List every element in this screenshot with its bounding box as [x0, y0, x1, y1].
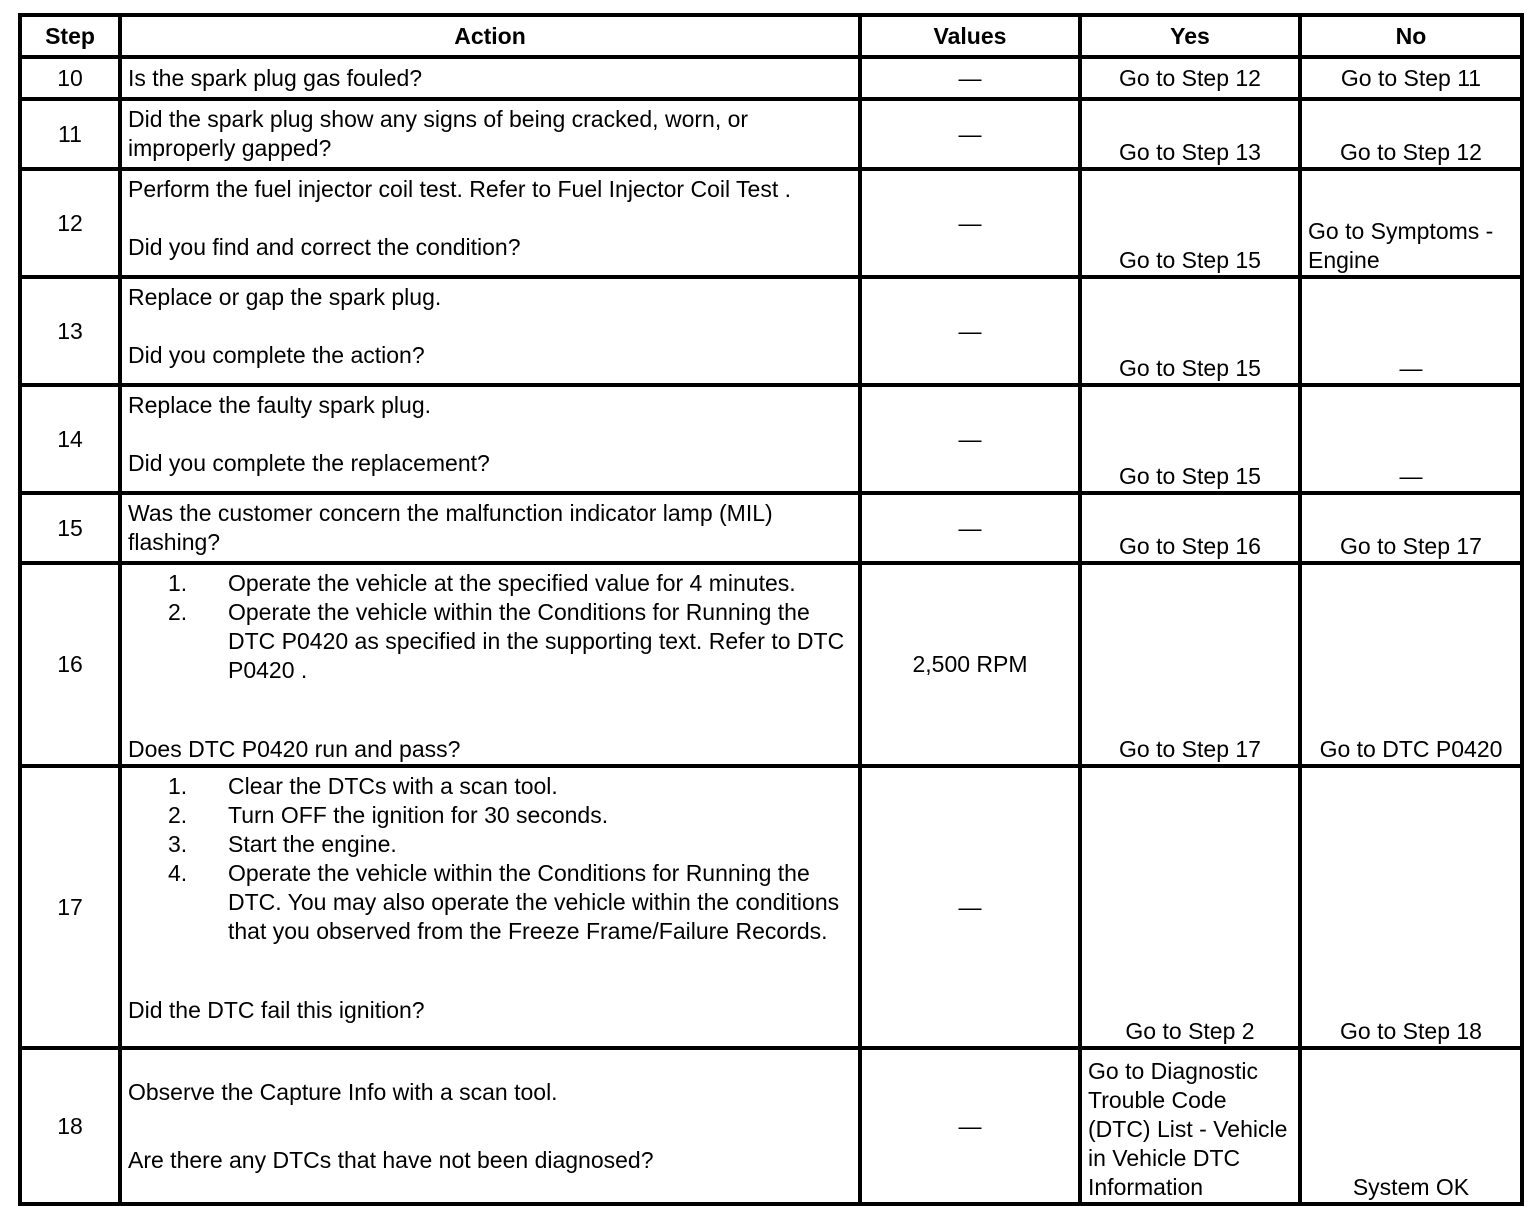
list-number: 1. — [168, 570, 188, 596]
table-row — [20, 169, 1522, 277]
list-number: 4. — [168, 860, 188, 886]
no-cell: — — [1300, 277, 1522, 385]
no-cell: Go to Step 18 — [1300, 766, 1522, 1048]
yes-cell: Go to Step 17 — [1080, 563, 1300, 766]
header-step: Step — [20, 15, 120, 57]
table-row — [20, 493, 1522, 563]
action-line: Observe the Capture Info with a scan tool. — [128, 1078, 558, 1105]
action-text — [120, 766, 860, 1048]
yes-cell: Go to Step 15 — [1080, 277, 1300, 385]
yes-cell: Go to Step 12 — [1080, 57, 1300, 99]
action-question: Did you find and correct the condition? — [128, 234, 521, 260]
list-text: Clear the DTCs with a scan tool. — [228, 773, 558, 799]
action-line: Replace or gap the spark plug. — [128, 284, 442, 310]
no-cell: Go to Step 11 — [1300, 57, 1522, 99]
list-number: 1. — [168, 773, 188, 799]
values-cell: — — [860, 99, 1080, 169]
no-cell: — — [1300, 385, 1522, 493]
action-line: Perform the fuel injector coil test. Refer to Fuel Injector Coil Test . — [128, 176, 792, 202]
yes-cell: Go to Step 15 — [1080, 385, 1300, 493]
step-number: 15 — [20, 493, 120, 563]
action-line: Is the spark plug gas fouled? — [128, 64, 423, 91]
values-cell: — — [860, 493, 1080, 563]
header-action: Action — [120, 15, 860, 57]
action-list — [128, 772, 852, 946]
table-row — [20, 766, 1522, 1048]
header-row — [20, 15, 1522, 57]
step-number: 12 — [20, 169, 120, 277]
action-question: Does DTC P0420 run and pass? — [128, 736, 461, 762]
header-no: No — [1300, 15, 1522, 57]
table-row — [20, 1048, 1522, 1204]
values-cell: — — [860, 57, 1080, 99]
action-text — [120, 563, 860, 766]
list-text: Operate the vehicle within the Conditions for Running the DTC P0420 as specified in the supporting text. Refer to DTC P0420 . — [228, 599, 845, 683]
values-cell: — — [860, 1048, 1080, 1204]
no-cell: Go to Symptoms - Engine — [1300, 169, 1522, 277]
list-number: 2. — [168, 802, 188, 828]
action-list — [128, 569, 852, 685]
header-values: Values — [860, 15, 1080, 57]
header-yes: Yes — [1080, 15, 1300, 57]
values-cell: — — [860, 385, 1080, 493]
action-text — [120, 277, 860, 385]
list-number: 2. — [168, 599, 188, 625]
list-item — [128, 859, 852, 946]
list-item — [128, 801, 852, 830]
action-question: Are there any DTCs that have not been diagnosed? — [128, 1146, 654, 1173]
table-row — [20, 57, 1522, 99]
action-text — [120, 385, 860, 493]
list-item — [128, 569, 852, 598]
step-number: 18 — [20, 1048, 120, 1204]
table-row — [20, 385, 1522, 493]
action-line: Was the customer concern the malfunction indicator lamp (MIL) flashing? — [128, 500, 773, 555]
values-cell: — — [860, 277, 1080, 385]
yes-cell: Go to Step 2 — [1080, 766, 1300, 1048]
action-text — [120, 99, 860, 169]
list-text: Turn OFF the ignition for 30 seconds. — [228, 802, 609, 828]
table-row — [20, 277, 1522, 385]
yes-cell: Go to Diagnostic Trouble Code (DTC) List - Vehicle in Vehicle DTC Information — [1080, 1048, 1300, 1204]
list-text: Start the engine. — [228, 831, 397, 857]
values-cell: 2,500 RPM — [860, 563, 1080, 766]
yes-cell: Go to Step 16 — [1080, 493, 1300, 563]
yes-cell: Go to Step 13 — [1080, 99, 1300, 169]
action-text — [120, 169, 860, 277]
step-number: 11 — [20, 99, 120, 169]
yes-cell: Go to Step 15 — [1080, 169, 1300, 277]
step-number: 16 — [20, 563, 120, 766]
list-number: 3. — [168, 831, 188, 857]
table-row — [20, 563, 1522, 766]
action-question: Did you complete the action? — [128, 342, 425, 368]
action-text — [120, 493, 860, 563]
action-question: Did the DTC fail this ignition? — [128, 997, 425, 1023]
step-number: 14 — [20, 385, 120, 493]
list-item — [128, 772, 852, 801]
action-line: Did the spark plug show any signs of being cracked, worn, or improperly gapped? — [128, 106, 749, 161]
step-number: 10 — [20, 57, 120, 99]
action-text — [120, 57, 860, 99]
list-item — [128, 830, 852, 859]
list-text: Operate the vehicle at the specified value for 4 minutes. — [228, 570, 796, 596]
list-text: Operate the vehicle within the Conditions for Running the DTC. You may also operate the vehicle within the conditions that you observed from the Freeze Frame/Failure Records. — [228, 860, 840, 944]
action-question: Did you complete the replacement? — [128, 450, 490, 476]
list-item — [128, 598, 852, 685]
step-number: 13 — [20, 277, 120, 385]
values-cell: — — [860, 169, 1080, 277]
no-cell: System OK — [1300, 1048, 1522, 1204]
step-number: 17 — [20, 766, 120, 1048]
no-cell: Go to Step 17 — [1300, 493, 1522, 563]
values-cell: — — [860, 766, 1080, 1048]
diagnostic-table — [18, 13, 1524, 1206]
no-cell: Go to DTC P0420 — [1300, 563, 1522, 766]
no-cell: Go to Step 12 — [1300, 99, 1522, 169]
action-line: Replace the faulty spark plug. — [128, 392, 432, 418]
table-row — [20, 99, 1522, 169]
action-text — [120, 1048, 860, 1204]
